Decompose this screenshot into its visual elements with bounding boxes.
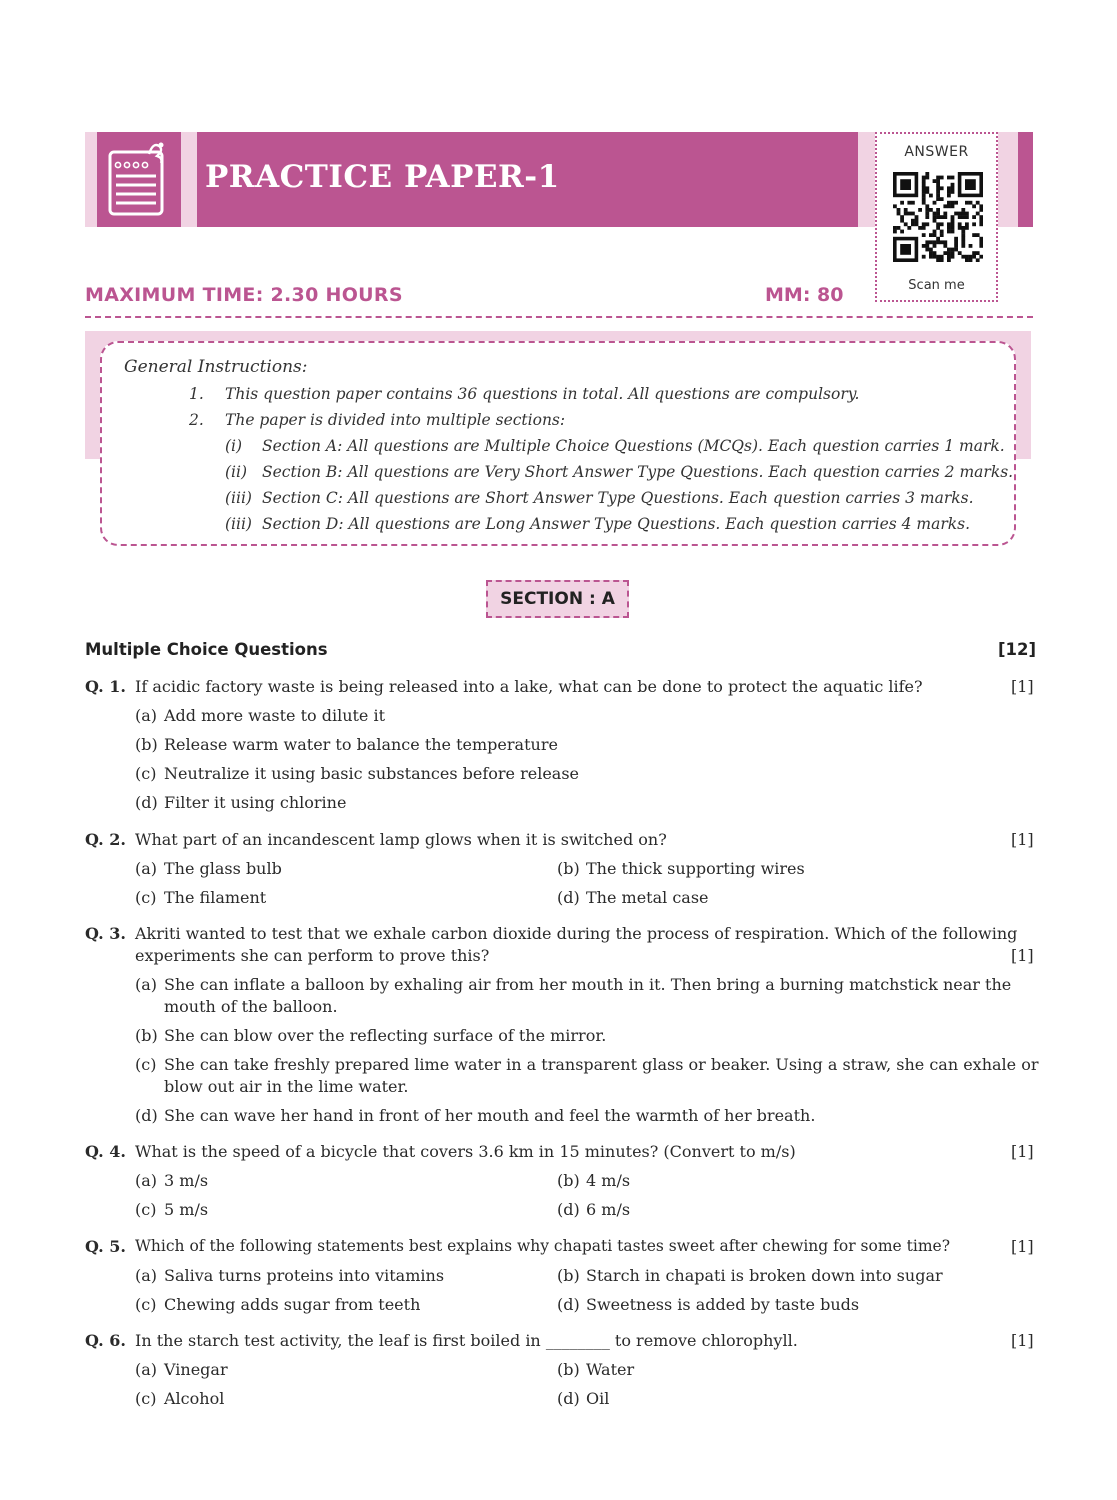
option-label: (d) — [135, 1106, 158, 1125]
option-text: The filament — [164, 888, 267, 907]
option-label: (c) — [135, 1200, 157, 1219]
option-text: Vinegar — [164, 1360, 228, 1379]
option-text: Filter it using chlorine — [164, 793, 347, 812]
option-text: blow out air in the lime water. — [164, 1077, 409, 1096]
option-text: She can blow over the reflecting surface of the mirror. — [164, 1026, 607, 1045]
option-text: Sweetness is added by taste buds — [586, 1295, 860, 1314]
option-label: (a) — [135, 975, 158, 994]
question-number: Q. 1. — [85, 677, 126, 696]
option-text: The glass bulb — [164, 859, 282, 878]
option-label: (a) — [135, 706, 158, 725]
option-label: (c) — [135, 1295, 157, 1314]
option-text: Add more waste to dilute it — [164, 706, 386, 725]
question-text: experiments she can perform to prove this? — [135, 946, 490, 965]
sub-instruction-text: Section B: All questions are Very Short Answer Type Questions. Each question carries 2 marks. — [262, 463, 1014, 481]
header-accent-left — [85, 132, 97, 227]
option-text: The metal case — [586, 888, 709, 907]
sub-instruction-num: (i) — [225, 437, 243, 455]
divider — [85, 316, 1033, 318]
option-label: (b) — [557, 1266, 580, 1285]
option-text: Starch in chapati is broken down into sugar — [586, 1266, 943, 1285]
question-number: Q. 3. — [85, 924, 126, 943]
instruction-text: This question paper contains 36 questions in total. All questions are compulsory. — [225, 385, 860, 403]
question-number: Q. 6. — [85, 1331, 126, 1350]
option-label: (d) — [557, 1200, 580, 1219]
question-number: Q. 2. — [85, 830, 126, 849]
qr-scan-label: Scan me — [908, 278, 965, 293]
option-label: (d) — [135, 793, 158, 812]
question-marks: [1] — [1011, 1331, 1034, 1350]
option-label: (d) — [557, 1295, 580, 1314]
option-text: Oil — [586, 1389, 610, 1408]
question-text: If acidic factory waste is being released into a lake, what can be done to protect the aquatic life? — [135, 677, 923, 696]
option-text: Alcohol — [164, 1389, 225, 1408]
option-text: She can wave her hand in front of her mouth and feel the warmth of her breath. — [164, 1106, 816, 1125]
page-title: PRACTICE PAPER-1 — [205, 159, 560, 195]
option-label: (d) — [557, 888, 580, 907]
qr-answer-label: ANSWER — [904, 144, 969, 160]
sub-instruction-num: (iii) — [225, 489, 252, 507]
sub-instruction-text: Section A: All questions are Multiple Choice Questions (MCQs). Each question carries 1 mark. — [262, 437, 1005, 455]
instructions-heading: General Instructions: — [124, 357, 308, 377]
section-badge: SECTION : A — [486, 580, 629, 618]
question-text: What is the speed of a bicycle that covers 3.6 km in 15 minutes? (Convert to m/s) — [135, 1142, 796, 1161]
option-label: (c) — [135, 1389, 157, 1408]
option-text: She can take freshly prepared lime water in a transparent glass or beaker. Using a straw, she can exhale or — [164, 1055, 1039, 1074]
answer-qr-card[interactable] — [875, 132, 998, 302]
question-text: What part of an incandescent lamp glows when it is switched on? — [135, 830, 667, 849]
option-label: (d) — [557, 1389, 580, 1408]
option-label: (c) — [135, 1055, 157, 1074]
option-label: (a) — [135, 1171, 158, 1190]
option-text: mouth of the balloon. — [164, 997, 338, 1016]
question-text: Akriti wanted to test that we exhale carbon dioxide during the process of respiration. Which of the following — [135, 924, 1018, 943]
section-marks: [12] — [998, 640, 1037, 659]
option-text: Saliva turns proteins into vitamins — [164, 1266, 445, 1285]
option-text: Release warm water to balance the temperature — [164, 735, 558, 754]
question-paper-icon — [97, 132, 181, 227]
header-accent-right-dark — [1018, 132, 1033, 227]
option-text: She can inflate a balloon by exhaling air from her mouth in it. Then bring a burning matchstick near the — [164, 975, 1012, 994]
instruction-text: The paper is divided into multiple sections: — [225, 411, 566, 429]
instruction-num: 1. — [189, 385, 204, 403]
header-gap — [181, 132, 197, 227]
option-label: (b) — [135, 1026, 158, 1045]
option-label: (c) — [135, 888, 157, 907]
section-heading: Multiple Choice Questions — [85, 640, 328, 659]
sub-instruction-num: (ii) — [225, 463, 248, 481]
option-label: (c) — [135, 764, 157, 783]
option-text: 6 m/s — [586, 1200, 631, 1219]
option-text: 4 m/s — [586, 1171, 631, 1190]
question-marks: [1] — [1011, 1142, 1034, 1161]
question-marks: [1] — [1011, 677, 1034, 696]
option-label: (b) — [135, 735, 158, 754]
option-label: (a) — [135, 859, 158, 878]
qr-code-icon[interactable] — [893, 172, 983, 262]
option-text: The thick supporting wires — [586, 859, 805, 878]
instruction-num: 2. — [189, 411, 204, 429]
question-marks: [1] — [1011, 1237, 1034, 1256]
question-text: In the starch test activity, the leaf is first boiled in ________ to remove chlorophyll. — [135, 1331, 798, 1350]
sub-instruction-text: Section D: All questions are Long Answer Type Questions. Each question carries 4 marks. — [262, 515, 971, 533]
sub-instruction-num: (iii) — [225, 515, 252, 533]
question-marks: [1] — [1011, 830, 1034, 849]
option-text: Neutralize it using basic substances before release — [164, 764, 580, 783]
max-time: MAXIMUM TIME: 2.30 HOURS — [85, 284, 403, 306]
option-label: (b) — [557, 859, 580, 878]
option-label: (a) — [135, 1360, 158, 1379]
sub-instruction-text: Section C: All questions are Short Answer Type Questions. Each question carries 3 marks. — [262, 489, 974, 507]
option-text: Chewing adds sugar from teeth — [164, 1295, 421, 1314]
option-label: (b) — [557, 1171, 580, 1190]
option-text: 3 m/s — [164, 1171, 209, 1190]
question-text: Which of the following statements best explains why chapati tastes sweet after chewing for some time? — [135, 1237, 950, 1255]
question-marks: [1] — [1011, 946, 1034, 965]
option-label: (b) — [557, 1360, 580, 1379]
option-text: Water — [586, 1360, 635, 1379]
option-text: 5 m/s — [164, 1200, 209, 1219]
max-marks: MM: 80 — [765, 284, 844, 306]
question-number: Q. 4. — [85, 1142, 126, 1161]
question-number: Q. 5. — [85, 1237, 126, 1256]
header-icon-box — [97, 132, 181, 227]
option-label: (a) — [135, 1266, 158, 1285]
